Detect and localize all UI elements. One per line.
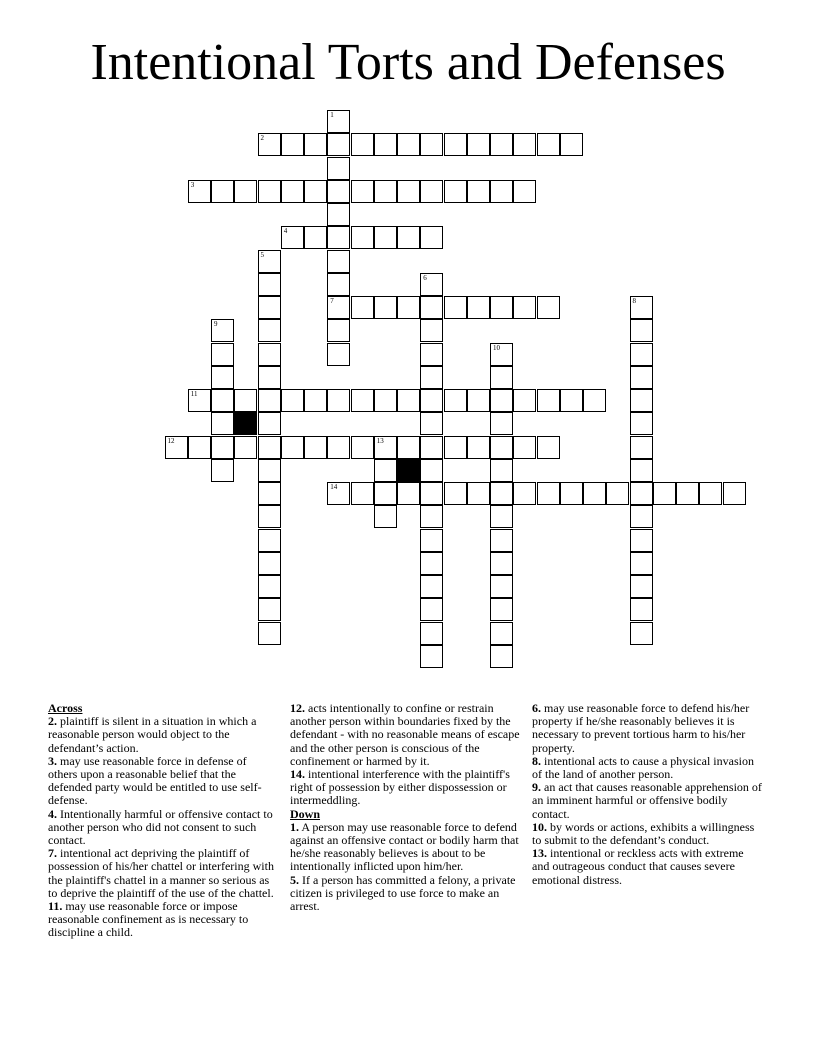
clue-across-14 [290, 768, 524, 808]
grid-cell[interactable] [258, 459, 281, 482]
clue-down-10 [532, 821, 762, 847]
clue-down-13 [532, 847, 762, 887]
grid-cell[interactable] [490, 552, 513, 575]
grid-cell[interactable] [211, 180, 234, 203]
grid-cell[interactable] [327, 343, 350, 366]
cell-number: 1 [330, 111, 334, 119]
clue-column-2 [290, 702, 524, 913]
grid-cell[interactable] [281, 436, 304, 459]
grid-cell[interactable] [258, 529, 281, 552]
cell-number: 6 [423, 273, 427, 282]
grid-cell[interactable] [258, 319, 281, 342]
grid-cell[interactable] [630, 622, 653, 645]
grid-cell[interactable] [490, 529, 513, 552]
cell-number: 3 [190, 180, 195, 189]
grid-cell[interactable] [258, 622, 281, 645]
cell-number: 5 [260, 250, 264, 259]
clue-number: 8. [532, 753, 541, 768]
grid-cell[interactable] [420, 459, 443, 482]
grid-cell[interactable] [490, 389, 513, 412]
grid-cell[interactable] [258, 366, 281, 389]
grid-cell[interactable] [327, 482, 350, 505]
grid-cell[interactable] [444, 482, 467, 505]
page-title: Intentional Torts and Defenses [90, 34, 726, 91]
cell-number: 9 [214, 320, 218, 329]
clue-text: acts intentionally to confine or restrain another person within boundaries fixed by the defendant - with no reasonable means of escape and the other person is conscious of the confinement or harmed by it. [290, 701, 520, 768]
grid-cell[interactable] [630, 296, 653, 319]
grid-cell[interactable] [258, 552, 281, 575]
clue-text: an act that causes reasonable apprehension of an imminent harmful or offensive bodily contact. [532, 780, 762, 821]
grid-cell[interactable] [351, 226, 374, 249]
clue-text: intentional interference with the plaintiff's right of possession by either dispossession or intermeddling. [290, 767, 510, 808]
clue-down-6 [532, 702, 762, 755]
grid-cell[interactable] [258, 436, 281, 459]
grid-cell[interactable] [490, 482, 513, 505]
grid-cell[interactable] [327, 133, 350, 156]
grid-cell[interactable] [211, 412, 234, 435]
grid-cell[interactable] [490, 133, 513, 156]
cell-number: 13 [376, 436, 384, 445]
cell-number: 4 [283, 227, 288, 236]
grid-cell[interactable] [327, 273, 350, 296]
grid-cell[interactable] [583, 482, 606, 505]
grid-cell[interactable] [560, 482, 583, 505]
grid-cell[interactable] [234, 389, 257, 412]
grid-cell[interactable] [327, 110, 350, 133]
grid-cell[interactable] [630, 575, 653, 598]
clue-text: intentional or reckless acts with extreme and outrageous conduct that causes severe emotional distress. [532, 846, 744, 887]
grid-cell[interactable] [327, 436, 350, 459]
clue-column-3 [532, 702, 762, 887]
clue-across-3 [48, 755, 278, 808]
grid-cell[interactable] [420, 133, 443, 156]
grid-cell[interactable] [537, 389, 560, 412]
grid-cell[interactable] [699, 482, 722, 505]
grid-cell[interactable] [513, 436, 536, 459]
grid-cell[interactable] [444, 133, 467, 156]
grid-cell[interactable] [490, 575, 513, 598]
grid-cell[interactable] [281, 180, 304, 203]
grid-cell[interactable] [397, 296, 420, 319]
grid-cell[interactable] [560, 389, 583, 412]
clue-down-1 [290, 821, 524, 874]
grid-cell[interactable] [653, 482, 676, 505]
cell-number: 10 [493, 343, 500, 352]
clue-text: plaintiff is silent in a situation in which a reasonable person would object to the defendant’s action. [48, 714, 257, 755]
grid-cell[interactable] [327, 180, 350, 203]
clue-text: A person may use reasonable force to defend against an offensive contact or bodily harm that he/she reasonably believes is about to be intentionally inflicted upon him/her. [290, 819, 519, 874]
grid-cell[interactable] [281, 133, 304, 156]
grid-cell[interactable] [420, 296, 443, 319]
clue-column-1 [48, 702, 278, 940]
clue-number: 11. [48, 899, 63, 914]
grid-cell[interactable] [490, 459, 513, 482]
grid-cell[interactable] [188, 389, 211, 412]
grid-cell[interactable] [513, 180, 536, 203]
grid-cell[interactable] [467, 133, 490, 156]
grid-cell[interactable] [258, 598, 281, 621]
grid-cell[interactable] [374, 389, 397, 412]
clue-across-2 [48, 715, 278, 755]
grid-cell[interactable] [537, 482, 560, 505]
clue-number: 5. [290, 872, 299, 887]
grid-cell[interactable] [630, 436, 653, 459]
grid-cell[interactable] [513, 296, 536, 319]
grid-cell[interactable] [444, 389, 467, 412]
grid-cell[interactable] [630, 366, 653, 389]
cell-number: 12 [167, 436, 175, 445]
clue-number: 10. [532, 819, 547, 834]
grid-cell[interactable] [630, 389, 653, 412]
grid-cell[interactable] [490, 436, 513, 459]
grid-cell[interactable] [490, 622, 513, 645]
grid-cell[interactable] [258, 343, 281, 366]
grid-cell[interactable] [467, 296, 490, 319]
grid-cell[interactable] [630, 412, 653, 435]
grid-cell[interactable] [211, 319, 234, 342]
grid-cell[interactable] [467, 436, 490, 459]
grid-cell[interactable] [211, 343, 234, 366]
grid-cell[interactable] [374, 296, 397, 319]
clue-text: Intentionally harmful or offensive contact to another person who did not consent to such contact. [48, 806, 273, 848]
grid-cell[interactable] [327, 250, 350, 273]
grid-cell[interactable] [397, 180, 420, 203]
cell-number: 11 [190, 390, 198, 398]
grid-cell[interactable] [304, 436, 327, 459]
grid-cell[interactable] [258, 412, 281, 435]
grid-cell[interactable] [420, 436, 443, 459]
grid-cell[interactable] [374, 482, 397, 505]
clue-text: intentional act depriving the plaintiff of possession of his/her chattel or interfering with the plaintiff's chattel in a manner so serious as to deprive the plaintiff of the use of the chattel. [48, 846, 274, 900]
grid-cell[interactable] [560, 133, 583, 156]
cell-number: 7 [330, 297, 334, 305]
grid-cell[interactable] [420, 575, 443, 598]
grid-cell[interactable] [281, 226, 304, 249]
grid-cell[interactable] [211, 389, 234, 412]
grid-cell[interactable] [606, 482, 629, 505]
grid-cell[interactable] [258, 180, 281, 203]
clue-text: by words or actions, exhibits a willingness to submit to the defendant’s conduct. [532, 819, 755, 848]
grid-cell[interactable] [327, 389, 350, 412]
grid-cell[interactable] [490, 296, 513, 319]
grid-cell[interactable] [630, 319, 653, 342]
grid-cell[interactable] [327, 319, 350, 342]
grid-cell[interactable] [490, 412, 513, 435]
grid-cell[interactable] [351, 296, 374, 319]
grid-cell[interactable] [258, 133, 281, 156]
clue-number: 9. [532, 780, 541, 795]
grid-cell[interactable] [397, 436, 420, 459]
grid-cell[interactable] [420, 552, 443, 575]
grid-cell[interactable] [723, 482, 746, 505]
grid-cell[interactable] [258, 273, 281, 296]
clue-text: may use reasonable force in defense of others upon a reasonable belief that the defended party would be entitled to use self-defense. [48, 753, 262, 808]
grid-cell[interactable] [420, 226, 443, 249]
grid-cell[interactable] [537, 133, 560, 156]
clue-text: If a person has committed a felony, a private citizen is privileged to use force to make an arrest. [290, 872, 516, 914]
grid-cell[interactable] [374, 505, 397, 528]
grid-cell[interactable] [374, 226, 397, 249]
grid-cell[interactable] [281, 389, 304, 412]
clue-text: may use reasonable force or impose reasonable confinement as is necessary to discipline a child. [48, 899, 249, 940]
clue-across-11 [48, 900, 278, 940]
grid-cell[interactable] [374, 459, 397, 482]
grid-cell[interactable] [420, 622, 443, 645]
grid-cell[interactable] [630, 598, 653, 621]
grid-cell[interactable] [420, 389, 443, 412]
block-cell [234, 412, 257, 435]
grid-cell[interactable] [630, 459, 653, 482]
grid-cell[interactable] [374, 180, 397, 203]
grid-cell[interactable] [513, 133, 536, 156]
grid-cell[interactable] [490, 343, 513, 366]
grid-cell[interactable] [258, 250, 281, 273]
cell-number: 14 [330, 483, 338, 491]
clue-number: 2. [48, 714, 57, 729]
grid-cell[interactable] [537, 296, 560, 319]
clue-number: 14. [290, 767, 305, 782]
grid-cell[interactable] [188, 436, 211, 459]
clue-number: 6. [532, 701, 541, 715]
grid-cell[interactable] [467, 482, 490, 505]
grid-cell[interactable] [630, 482, 653, 505]
clue-across-4 [48, 808, 278, 848]
grid-cell[interactable] [351, 133, 374, 156]
grid-cell[interactable] [188, 180, 211, 203]
grid-cell[interactable] [420, 319, 443, 342]
clue-number: 4. [48, 806, 57, 821]
down-heading: Down [290, 806, 321, 821]
grid-cell[interactable] [327, 226, 350, 249]
cell-number: 8 [632, 297, 636, 305]
grid-cell[interactable] [630, 505, 653, 528]
grid-cell[interactable] [327, 203, 350, 226]
grid-cell[interactable] [513, 482, 536, 505]
clue-across-12 [290, 702, 524, 768]
clue-down-8 [532, 755, 762, 781]
clue-text: intentional acts to cause a physical invasion of the land of another person. [532, 753, 754, 782]
cell-number: 2 [260, 134, 264, 143]
grid-cell[interactable] [351, 436, 374, 459]
grid-cell[interactable] [537, 436, 560, 459]
grid-cell[interactable] [234, 180, 257, 203]
grid-cell[interactable] [420, 273, 443, 296]
grid-cell[interactable] [490, 366, 513, 389]
grid-cell[interactable] [513, 389, 536, 412]
grid-cell[interactable] [258, 296, 281, 319]
grid-cell[interactable] [304, 226, 327, 249]
grid-cell[interactable] [258, 389, 281, 412]
across-heading: Across [48, 701, 83, 715]
grid-cell[interactable] [630, 552, 653, 575]
clue-number: 12. [290, 701, 305, 715]
grid-cell[interactable] [397, 389, 420, 412]
clue-number: 7. [48, 846, 57, 861]
grid-cell[interactable] [327, 296, 350, 319]
grid-cell[interactable] [444, 436, 467, 459]
grid-cell[interactable] [420, 366, 443, 389]
grid-cell[interactable] [467, 389, 490, 412]
clue-number: 13. [532, 846, 547, 861]
grid-cell[interactable] [304, 180, 327, 203]
grid-cell[interactable] [444, 296, 467, 319]
grid-cell[interactable] [258, 505, 281, 528]
grid-cell[interactable] [490, 180, 513, 203]
grid-cell[interactable] [258, 482, 281, 505]
grid-cell[interactable] [420, 598, 443, 621]
grid-cell[interactable] [420, 505, 443, 528]
grid-cell[interactable] [676, 482, 699, 505]
grid-cell[interactable] [351, 180, 374, 203]
clue-number: 1. [290, 819, 299, 834]
grid-cell[interactable] [630, 529, 653, 552]
grid-cell[interactable] [351, 482, 374, 505]
clue-across-7 [48, 847, 278, 900]
grid-cell[interactable] [490, 505, 513, 528]
grid-cell[interactable] [444, 180, 467, 203]
grid-cell[interactable] [304, 389, 327, 412]
grid-cell[interactable] [327, 157, 350, 180]
grid-cell[interactable] [258, 575, 281, 598]
clue-down-5 [290, 874, 524, 914]
grid-cell[interactable] [583, 389, 606, 412]
grid-cell[interactable] [420, 343, 443, 366]
grid-cell[interactable] [420, 482, 443, 505]
grid-cell[interactable] [211, 459, 234, 482]
grid-cell[interactable] [490, 645, 513, 668]
grid-cell[interactable] [234, 436, 257, 459]
grid-cell[interactable] [420, 412, 443, 435]
clue-down-9 [532, 781, 762, 821]
block-cell [397, 459, 420, 482]
grid-cell[interactable] [630, 343, 653, 366]
grid-cell[interactable] [304, 133, 327, 156]
grid-cell[interactable] [420, 645, 443, 668]
clue-text: may use reasonable force to defend his/her property if he/she reasonably believes it is necessary to prevent tortious harm to his/her property. [532, 701, 750, 755]
grid-cell[interactable] [490, 598, 513, 621]
grid-cell[interactable] [420, 529, 443, 552]
grid-cell[interactable] [397, 482, 420, 505]
grid-cell[interactable] [165, 436, 188, 459]
grid-cell[interactable] [397, 133, 420, 156]
grid-cell[interactable] [467, 180, 490, 203]
grid-cell[interactable] [420, 180, 443, 203]
grid-cell[interactable] [211, 366, 234, 389]
grid-cell[interactable] [397, 226, 420, 249]
grid-cell[interactable] [374, 436, 397, 459]
grid-cell[interactable] [351, 389, 374, 412]
clue-number: 3. [48, 753, 57, 768]
grid-cell[interactable] [211, 436, 234, 459]
grid-cell[interactable] [374, 133, 397, 156]
